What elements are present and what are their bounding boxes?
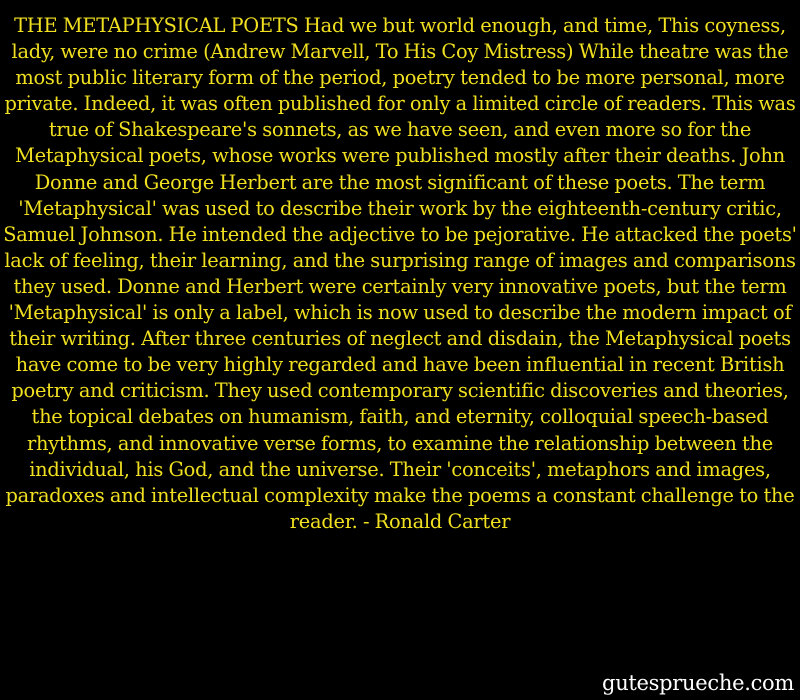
quote-text: THE METAPHYSICAL POETS Had we but world enough, and time, This coyness, lady, were no crime (Andrew Marvell, To His Coy Mistress) While theatre was the most public literary form of the period, poetry tended to be more personal, more private. Indeed, it was often published for only a limited circle of readers. This was true of Shakespeare's sonnets, as we have seen, and even more so for the Metaphysical poets, whose works were published mostly after their deaths. John Donne and George Herbert are the most significant of these poets. The term 'Metaphysical' was used to describe their work by the eighteenth-century critic, Samuel Johnson. He intended the adjective to be pejorative. He attacked the poets' lack of feeling, their learning, and the surprising range of images and comparisons they used. Donne and Herbert were certainly very innovative poets, but the term 'Metaphysical' is only a label, which is now used to describe the modern impact of their writing. After three centuries of neglect and disdain, the Metaphysical poets have come to be very highly regarded and have been influential in recent British poetry and criticism. They used contemporary scientific discoveries and theories, the topical debates on humanism, faith, and eternity, colloquial speech-based rhythms, and innovative verse forms, to examine the relationship between the individual, his God, and the universe. Their 'conceits', metaphors and images, paradoxes and intellectual complexity make the poems a constant challenge to the reader. - Ronald Carter (3, 14, 797, 533)
site-watermark: gutesprueche.com (602, 671, 794, 695)
